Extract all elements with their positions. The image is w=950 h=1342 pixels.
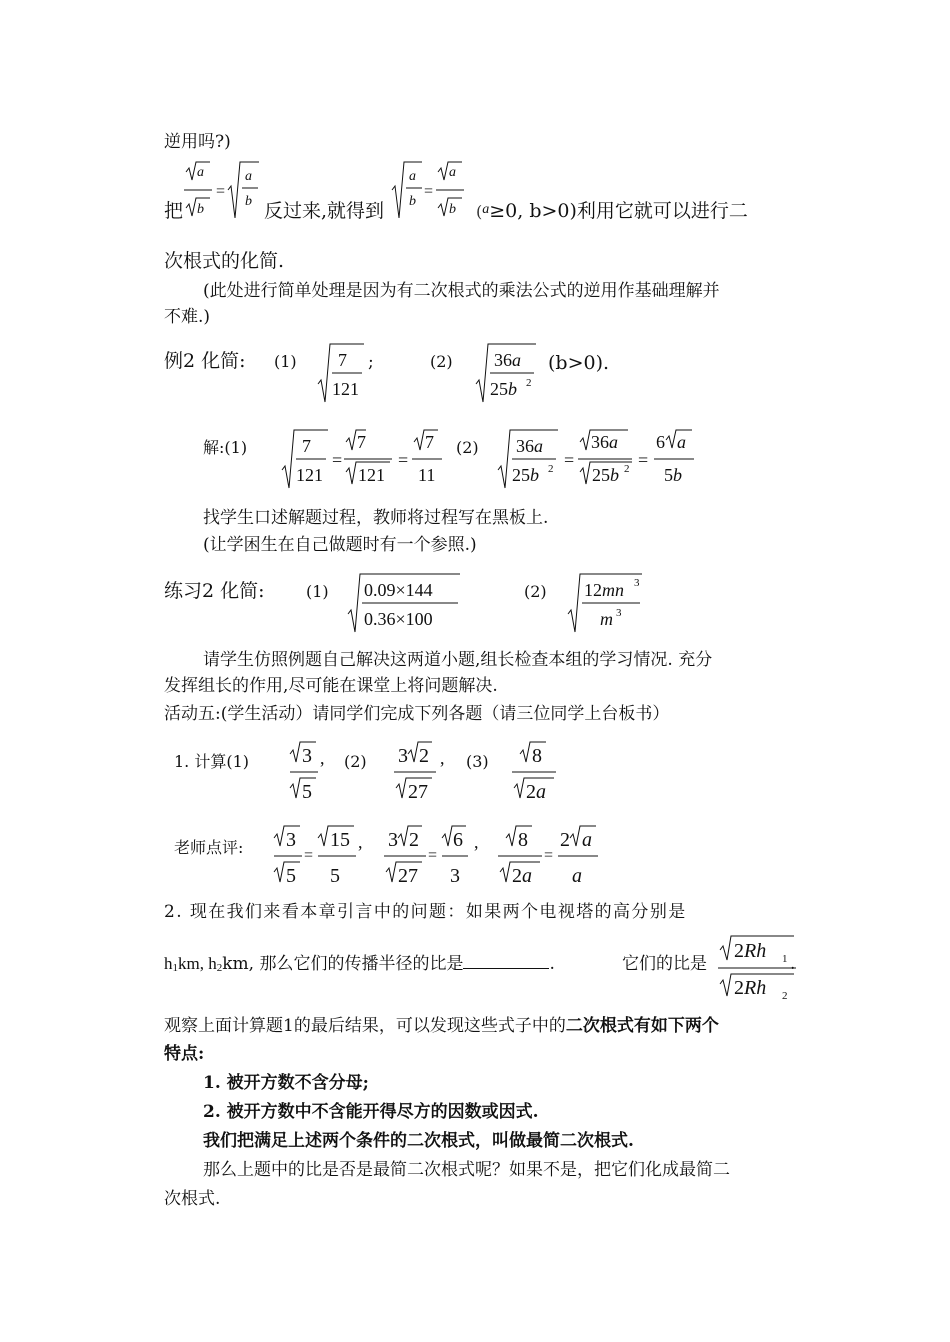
feature-2: 2. 被开方数中不含能开得尽方的因数或因式. — [203, 1102, 539, 1122]
question-line2: 次根式. — [164, 1189, 221, 1209]
formula-sqrt8-sqrt2a — [510, 738, 560, 804]
comment-formula1 — [270, 822, 366, 888]
text-ba: 把 — [164, 200, 184, 222]
comment-formula3 — [496, 822, 606, 888]
solution2-formula — [496, 428, 706, 490]
formula-sqrt-009-144 — [346, 572, 462, 634]
svg-text:a: a — [572, 865, 582, 887]
svg-text:7: 7 — [302, 436, 311, 456]
svg-text:b: b — [409, 194, 416, 209]
svg-text:0.36×100: 0.36×100 — [364, 609, 433, 629]
svg-text:3: 3 — [450, 865, 460, 887]
formula-ratio-2Rh1-2Rh2 — [716, 932, 800, 1002]
svg-text:27: 27 — [398, 865, 418, 887]
comment-label: 老师点评: — [174, 838, 244, 857]
svg-text:b: b — [449, 202, 456, 217]
svg-text:a: a — [197, 165, 204, 180]
activity5-title: 活动五:(学生活动）请同学们完成下列各题（请三位同学上台板书） — [164, 704, 670, 724]
svg-text:a: a — [245, 169, 252, 184]
svg-text:25b: 25b — [512, 465, 539, 485]
svg-text:1: 1 — [782, 953, 788, 965]
svg-text:5: 5 — [286, 865, 296, 887]
svg-text:a: a — [409, 169, 416, 184]
svg-text:6: 6 — [656, 432, 665, 452]
activity-note1: 找学生口述解题过程，教师将过程写在黑板上. — [203, 508, 549, 528]
svg-text:b: b — [197, 202, 204, 217]
practice-text1: 请学生仿照例题自己解决这两道小题,组长检查本组的学习情况. 充分 — [203, 650, 713, 670]
svg-text:=: = — [216, 183, 226, 200]
svg-text:a: a — [677, 432, 686, 452]
svg-text:11: 11 — [418, 465, 436, 485]
svg-text:7: 7 — [357, 432, 366, 452]
svg-text:121: 121 — [358, 465, 385, 485]
solution1-formula — [280, 428, 450, 490]
svg-text:=: = — [428, 847, 438, 864]
svg-text:121: 121 — [296, 465, 323, 485]
svg-text:3: 3 — [302, 745, 312, 767]
formula-quotient-rule — [182, 160, 262, 222]
svg-text:36a: 36a — [591, 432, 618, 452]
solution-num2: (2) — [456, 438, 479, 457]
formula-sqrt3-sqrt5 — [286, 738, 334, 804]
svg-text:3: 3 — [388, 829, 398, 851]
svg-text:=: = — [304, 847, 314, 864]
svg-text:6: 6 — [453, 829, 463, 851]
formula-3sqrt2-sqrt27 — [390, 738, 454, 804]
svg-text:5: 5 — [302, 781, 312, 803]
svg-text:8: 8 — [532, 745, 542, 767]
question-line1: 那么上题中的比是否是最简二次根式呢？如果不是，把它们化成最简二 — [203, 1160, 730, 1180]
example2-semicolon: ; — [368, 352, 374, 372]
svg-text:=: = — [638, 450, 649, 470]
svg-text:2: 2 — [624, 463, 630, 475]
svg-text:25b: 25b — [490, 379, 517, 399]
svg-text:2a: 2a — [512, 865, 532, 887]
practice2-num2: (2) — [524, 582, 547, 601]
svg-text:=: = — [398, 450, 409, 470]
svg-text:36a: 36a — [516, 436, 543, 456]
svg-text:2Rh: 2Rh — [734, 977, 767, 999]
formula-sqrt-12mn3-m3 — [566, 572, 646, 634]
svg-text:3: 3 — [616, 607, 622, 619]
svg-text:,: , — [358, 832, 363, 852]
svg-text:2a: 2a — [526, 781, 546, 803]
summary-line2: 特点: — [164, 1044, 205, 1064]
comment-formula2 — [380, 822, 480, 888]
svg-text:3: 3 — [286, 829, 296, 851]
practice2-num1: (1) — [306, 582, 329, 601]
svg-text:a: a — [449, 165, 456, 180]
activity-note2: (让学困生在自己做题时有一个参照.) — [203, 535, 477, 555]
svg-text:12mn: 12mn — [584, 580, 624, 600]
q2-ratio-text: 它们的比是 — [622, 954, 707, 974]
q2-period: . — [790, 954, 796, 974]
q1-label: 1. 计算(1) — [174, 752, 250, 771]
example2-condition: (b>0). — [548, 352, 610, 374]
text-simplify: 次根式的化简. — [164, 250, 285, 272]
svg-text:,: , — [474, 832, 479, 852]
answer-blank[interactable] — [463, 954, 549, 969]
svg-text:0.09×144: 0.09×144 — [364, 580, 433, 600]
svg-text:27: 27 — [408, 781, 428, 803]
svg-text:2: 2 — [782, 990, 788, 1002]
svg-text:25b: 25b — [592, 465, 619, 485]
svg-text:=: = — [332, 450, 343, 470]
svg-text:2: 2 — [419, 745, 429, 767]
practice2-title: 练习2 化简: — [164, 580, 265, 602]
svg-text:=: = — [564, 450, 575, 470]
formula-sqrt-7-121 — [316, 342, 366, 404]
svg-text:=: = — [544, 847, 554, 864]
example2-num2: (2) — [430, 352, 453, 371]
svg-text:m: m — [600, 609, 613, 629]
svg-text:2: 2 — [548, 463, 554, 475]
example2-num1: (1) — [274, 352, 297, 371]
svg-text:5b: 5b — [664, 465, 682, 485]
svg-text:7: 7 — [425, 432, 434, 452]
svg-text:a: a — [582, 829, 592, 851]
svg-text:3: 3 — [634, 577, 640, 589]
text-reverse-use: 逆用吗?) — [164, 132, 231, 152]
summary-line1: 观察上面计算题1的最后结果，可以发现这些式子中的二次根式有如下两个 — [164, 1016, 719, 1036]
svg-text:2: 2 — [560, 829, 570, 851]
q2-line2: h1km, h2km, 那么它们的传播半径的比是 . — [164, 954, 555, 974]
svg-text:8: 8 — [518, 829, 528, 851]
q1-num2: (2) — [344, 752, 367, 771]
text-reverse: 反过来,就得到 — [264, 200, 385, 222]
example2-title: 例2 化简: — [164, 350, 246, 372]
svg-text:15: 15 — [330, 829, 350, 851]
definition: 我们把满足上述两个条件的二次根式，叫做最简二次根式. — [203, 1131, 634, 1151]
svg-text:2: 2 — [409, 829, 419, 851]
q2-line1: 2. 现在我们来看本章引言中的问题：如果两个电视塔的高分别是 — [164, 902, 687, 922]
svg-text:5: 5 — [330, 865, 340, 887]
condition-text: ($^a$≥0, b>0)利用它就可以进行二 — [476, 200, 748, 222]
svg-text:b: b — [245, 194, 252, 209]
feature-1: 1. 被开方数不含分母; — [203, 1073, 369, 1093]
formula-quotient-rule-reverse — [390, 160, 466, 222]
note-line2: 不难.) — [164, 307, 211, 327]
svg-text:7: 7 — [338, 350, 347, 370]
solution-label: 解:(1) — [203, 438, 248, 457]
svg-text:121: 121 — [332, 379, 359, 399]
svg-text:,: , — [440, 748, 445, 768]
svg-text:3: 3 — [398, 745, 408, 767]
formula-sqrt-36a-25b2 — [474, 342, 538, 404]
svg-text:2: 2 — [526, 377, 532, 389]
practice-text2: 发挥组长的作用,尽可能在课堂上将问题解决. — [164, 676, 498, 696]
svg-text:36a: 36a — [494, 350, 521, 370]
svg-text:2Rh: 2Rh — [734, 940, 767, 962]
svg-text:,: , — [320, 748, 325, 768]
note-line1: (此处进行简单处理是因为有二次根式的乘法公式的逆用作基础理解并 — [203, 281, 720, 301]
q1-num3: (3) — [466, 752, 489, 771]
svg-text:=: = — [424, 183, 434, 200]
